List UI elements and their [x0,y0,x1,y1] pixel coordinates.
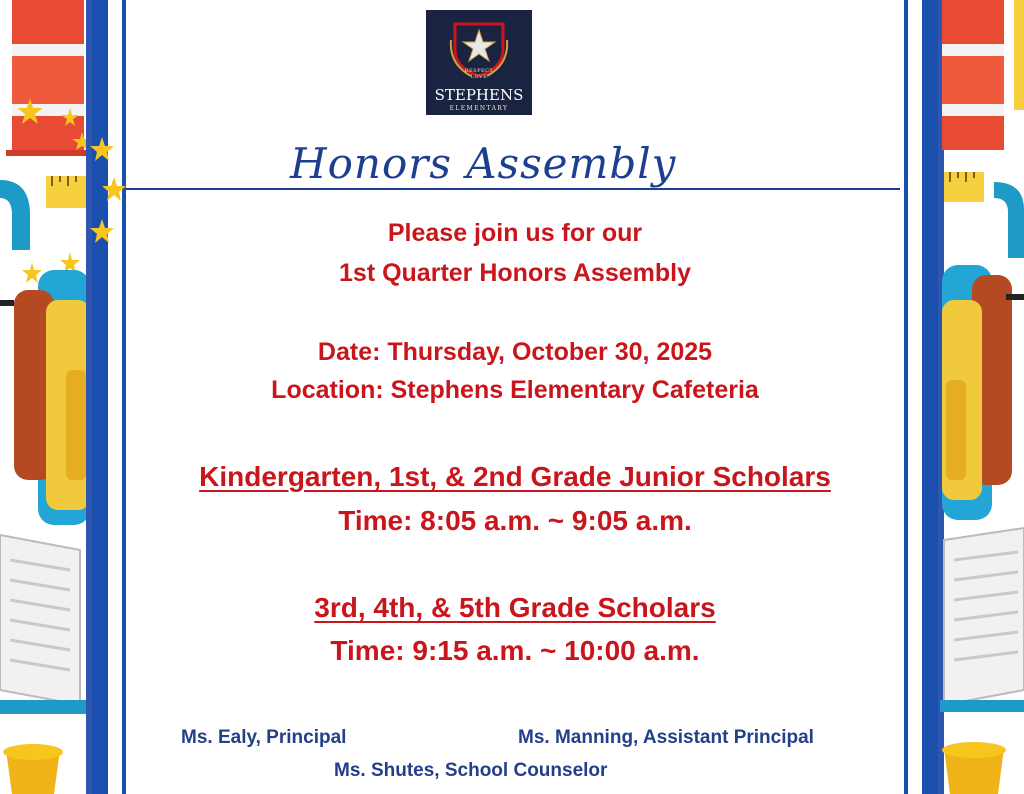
ruler-icon [46,176,86,208]
session-2-time: Time: 9:15 a.m. ~ 10:00 a.m. [330,635,700,666]
page-title: Honors Assembly [290,139,677,188]
right-border-gap [908,0,922,794]
session-1-time: Time: 8:05 a.m. ~ 9:05 a.m. [338,505,692,536]
left-decor-panel [0,0,90,794]
event-date: Date: Thursday, October 30, 2025 [317,338,713,366]
logo-motto-bottom: LOVE [470,74,488,80]
backpack-icon [0,270,90,525]
logo-school-type: ELEMENTARY [449,105,509,112]
backpack-icon [942,265,1024,520]
star-icon [90,137,114,161]
trophy-icon [3,744,63,794]
open-book-icon [940,528,1024,712]
lock-shackle-icon [0,180,30,250]
right-decor-art [934,0,1024,794]
border-stars [88,135,128,250]
trophy-icon [942,742,1006,794]
books-icon [6,0,86,156]
logo-motto-top: RESPECT [464,68,494,74]
star-icon [102,177,126,201]
school-logo [426,10,532,115]
ruler-icon [944,172,984,202]
event-location: Location: Stephens Elementary Cafeteria [271,376,759,404]
open-book-icon [0,535,86,714]
signature-assistant-principal: Ms. Manning, Assistant Principal [518,727,814,748]
left-border-gap [108,0,122,794]
right-decor-panel [934,0,1024,794]
session-1-group: Kindergarten, 1st, & 2nd Grade Junior Scholars [199,461,831,492]
left-decor-art [0,0,90,794]
books-icon [942,0,1024,150]
session-2-group: 3rd, 4th, & 5th Grade Scholars [314,592,716,623]
invite-line-2: 1st Quarter Honors Assembly [339,259,691,287]
signature-counselor: Ms. Shutes, School Counselor [334,760,608,781]
lock-shackle-icon [994,182,1024,258]
title-divider [126,188,900,190]
signature-principal: Ms. Ealy, Principal [181,727,347,748]
star-icon [90,219,114,243]
logo-school-name: STEPHENS [434,86,524,104]
left-border-band [92,0,108,794]
invite-line-1: Please join us for our [387,219,643,247]
